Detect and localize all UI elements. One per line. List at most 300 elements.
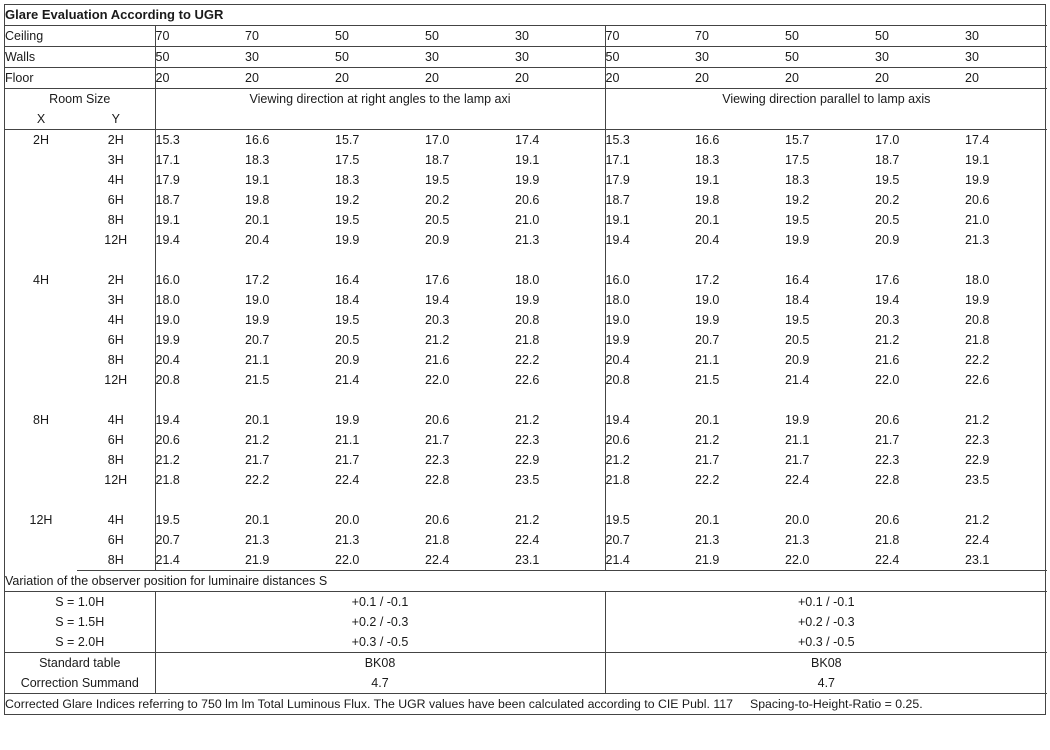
ugr-value: 20.1: [695, 413, 720, 427]
spacer-cell: [245, 109, 335, 130]
ugr-value: 22.3: [965, 433, 990, 447]
room-y-label: 4H: [77, 170, 155, 190]
room-x-label: [5, 190, 77, 210]
axis-header-row: [5, 109, 1047, 130]
ugr-value: 21.4: [155, 550, 245, 571]
room-y-label: 4H: [77, 310, 155, 330]
ugr-value: 21.4: [605, 550, 695, 571]
ugr-value: 21.1: [245, 353, 270, 367]
ugr-value: 22.4: [425, 550, 515, 571]
axis-y-label: Y: [77, 109, 155, 130]
floor-value: 20: [965, 68, 1047, 89]
ceiling-value: 70: [605, 26, 695, 47]
ugr-value: 21.2: [515, 410, 605, 430]
ugr-value: 20.9: [785, 353, 810, 367]
table-row: [5, 470, 1047, 490]
ugr-value: 20.7: [155, 533, 180, 547]
ugr-value: 21.2: [425, 333, 450, 347]
ugr-value: 22.4: [965, 533, 990, 547]
floor-value: 20: [425, 68, 515, 89]
walls-value: 30: [875, 47, 965, 68]
ugr-value: 20.4: [155, 353, 180, 367]
ugr-value: 21.8: [515, 330, 605, 350]
table-row: [5, 230, 1047, 250]
ugr-value: 22.0: [335, 550, 425, 571]
ceiling-value: 70: [245, 26, 335, 47]
ugr-value: 18.3: [695, 153, 720, 167]
spacer-cell: [335, 109, 425, 130]
room-x-label: 2H: [33, 133, 49, 147]
ugr-value: 22.0: [785, 550, 875, 571]
correction-summand-value-parallel: 4.7: [605, 673, 1047, 694]
ugr-value: 21.0: [965, 213, 990, 227]
ugr-value: 19.4: [155, 413, 180, 427]
ugr-value: 20.6: [425, 413, 450, 427]
spacer-cell: [785, 109, 875, 130]
spacer-cell: [695, 109, 785, 130]
ugr-value: 19.8: [695, 193, 720, 207]
floor-value: 20: [515, 68, 605, 89]
ugr-value: 18.7: [425, 153, 450, 167]
ugr-value: 17.1: [605, 153, 630, 167]
ugr-value: 20.5: [425, 213, 450, 227]
spacer-cell: [605, 109, 695, 130]
title-row: [5, 5, 1047, 26]
ugr-value: 21.7: [785, 453, 810, 467]
ugr-value: 17.0: [875, 133, 900, 147]
ugr-value: 19.5: [335, 313, 360, 327]
ugr-value: 18.3: [785, 173, 810, 187]
room-y-label: 8H: [77, 350, 155, 370]
ugr-value: 20.0: [785, 513, 810, 527]
ugr-value: 19.4: [875, 293, 900, 307]
correction-summand-row: [5, 673, 1047, 694]
ugr-value: 19.4: [605, 413, 630, 427]
ceiling-value: 50: [335, 26, 425, 47]
ugr-value: 15.3: [605, 133, 630, 147]
table-row: [5, 450, 1047, 470]
ugr-value: 19.9: [605, 333, 630, 347]
ugr-value: 18.3: [335, 173, 360, 187]
variation-row: [5, 612, 1047, 632]
ugr-value: 21.2: [515, 510, 605, 530]
ceiling-value: 50: [875, 26, 965, 47]
ugr-value: 21.3: [515, 230, 605, 250]
table-row: [5, 350, 1047, 370]
ugr-value: 21.3: [785, 533, 810, 547]
ugr-value: 20.1: [695, 213, 720, 227]
ugr-value: 18.4: [335, 293, 360, 307]
variation-label: S = 2.0H: [5, 632, 155, 653]
room-x-label: [5, 150, 77, 170]
row-label-ceiling: Ceiling: [5, 26, 155, 47]
ugr-value: 22.8: [875, 473, 900, 487]
viewing-direction-perpendicular-header: Viewing direction at right angles to the lamp axi: [155, 89, 605, 110]
walls-value: 30: [515, 47, 605, 68]
ugr-value: 21.8: [155, 473, 180, 487]
room-y-label: 8H: [77, 210, 155, 230]
ugr-value: 23.5: [965, 473, 990, 487]
ugr-value: 19.9: [965, 173, 990, 187]
group-spacer: [5, 250, 1047, 270]
floor-value: 20: [875, 68, 965, 89]
ugr-value: 20.2: [425, 193, 450, 207]
room-x-label: [5, 530, 77, 550]
room-x-label: [5, 210, 77, 230]
ugr-value: 20.9: [875, 233, 900, 247]
ugr-value: 19.5: [425, 173, 450, 187]
room-x-label: [5, 330, 77, 350]
row-label-floor: Floor: [5, 68, 155, 89]
standard-table-label: Standard table: [5, 653, 155, 674]
ugr-value: 22.3: [875, 453, 900, 467]
ugr-value: 19.5: [875, 173, 900, 187]
ugr-value: 21.7: [335, 453, 360, 467]
ugr-value: 16.6: [245, 133, 270, 147]
ugr-value: 15.7: [785, 133, 810, 147]
ugr-value: 20.4: [245, 233, 270, 247]
ugr-value: 20.7: [695, 333, 720, 347]
table-row: [5, 270, 1047, 290]
standard-table-value-parallel: BK08: [811, 656, 842, 670]
walls-value: 30: [245, 47, 335, 68]
table-row: [5, 310, 1047, 330]
ugr-value: 21.7: [875, 433, 900, 447]
ugr-value: 19.4: [155, 233, 180, 247]
ugr-value: 19.4: [425, 293, 450, 307]
ugr-value: 20.8: [155, 373, 180, 387]
variation-title-row: [5, 571, 1047, 592]
table-row: [5, 410, 1047, 430]
ugr-value: 18.7: [155, 193, 180, 207]
ugr-value: 21.2: [605, 453, 630, 467]
ugr-value: 19.0: [605, 313, 630, 327]
table-row: [5, 210, 1047, 230]
ugr-value: 17.6: [875, 273, 900, 287]
ugr-value: 19.5: [155, 513, 180, 527]
ugr-value: 20.6: [875, 513, 900, 527]
table-row: [5, 370, 1047, 390]
table-row: [5, 510, 1047, 530]
room-y-label: 12H: [77, 470, 155, 490]
ugr-value: 22.4: [515, 530, 605, 550]
ugr-value: 20.3: [875, 313, 900, 327]
walls-value: 50: [785, 47, 875, 68]
ugr-value: 20.6: [155, 433, 180, 447]
room-y-label: 2H: [77, 130, 155, 151]
ugr-value: 22.4: [335, 473, 360, 487]
room-x-label: [5, 450, 77, 470]
ugr-value: 21.2: [155, 453, 180, 467]
ugr-value: 19.1: [965, 153, 990, 167]
ugr-value: 21.2: [875, 333, 900, 347]
ugr-value: 20.6: [875, 413, 900, 427]
walls-value: 50: [155, 47, 245, 68]
room-y-label: 12H: [77, 230, 155, 250]
ugr-value: 21.7: [695, 453, 720, 467]
ugr-value: 20.0: [335, 513, 360, 527]
ugr-value: 20.1: [245, 413, 270, 427]
variation-row: [5, 632, 1047, 653]
ceiling-value: 50: [425, 26, 515, 47]
correction-summand-value-perpendicular: 4.7: [155, 673, 605, 694]
room-x-label: [5, 310, 77, 330]
ugr-value: 15.3: [155, 133, 180, 147]
ugr-value: 16.4: [785, 273, 810, 287]
table-row: [5, 550, 1047, 571]
ugr-value: 21.3: [695, 533, 720, 547]
ugr-value: 17.9: [605, 173, 630, 187]
ugr-value: 19.2: [335, 193, 360, 207]
room-x-label: [5, 470, 77, 490]
ugr-value: 22.2: [965, 353, 990, 367]
spacer-cell: [515, 109, 605, 130]
axis-x-label: X: [5, 109, 77, 130]
ugr-value: 21.8: [875, 533, 900, 547]
ugr-value: 20.2: [875, 193, 900, 207]
room-y-label: 2H: [77, 270, 155, 290]
ugr-value: 22.2: [245, 473, 270, 487]
ugr-value: 16.6: [695, 133, 720, 147]
ugr-value: 20.6: [965, 193, 990, 207]
variation-value-parallel: +0.3 / -0.5: [605, 632, 1047, 653]
ugr-value: 20.4: [695, 233, 720, 247]
variation-value-parallel: +0.2 / -0.3: [798, 615, 855, 629]
floor-value: 20: [245, 68, 335, 89]
ugr-table: [5, 5, 1047, 714]
floor-value: 20: [335, 68, 425, 89]
walls-value: 50: [605, 47, 695, 68]
table-row: [5, 170, 1047, 190]
ceiling-value: 70: [695, 26, 785, 47]
table-row: [5, 130, 1047, 151]
ugr-value: 22.6: [965, 373, 990, 387]
spacer-cell: [965, 109, 1047, 130]
ceiling-value: 50: [785, 26, 875, 47]
ugr-value: 22.4: [875, 550, 965, 571]
ugr-value: 19.1: [245, 173, 270, 187]
room-y-label: 4H: [77, 410, 155, 430]
ugr-value: 21.7: [245, 453, 270, 467]
ugr-value: 15.7: [335, 133, 360, 147]
walls-value: 50: [335, 47, 425, 68]
table-row: [5, 530, 1047, 550]
ugr-table-frame: [4, 4, 1046, 715]
ugr-value: 17.6: [425, 273, 450, 287]
variation-label: S = 1.0H: [5, 592, 155, 613]
ugr-value: 20.7: [245, 333, 270, 347]
ugr-value: 18.0: [515, 270, 605, 290]
ugr-value: 20.5: [335, 333, 360, 347]
ugr-value: 19.9: [965, 293, 990, 307]
floor-value: 20: [605, 68, 695, 89]
ugr-value: 19.4: [605, 233, 630, 247]
ugr-value: 21.1: [335, 433, 360, 447]
ugr-value: 19.9: [335, 413, 360, 427]
variation-title: Variation of the observer position for luminaire distances S: [5, 571, 1047, 592]
ugr-value: 19.0: [245, 293, 270, 307]
standard-table-value-perpendicular: BK08: [155, 653, 605, 674]
ugr-value: 23.1: [965, 550, 1047, 571]
ugr-value: 21.2: [965, 513, 990, 527]
ugr-value: 21.3: [245, 533, 270, 547]
room-y-label: 6H: [77, 430, 155, 450]
ugr-value: 19.9: [515, 290, 605, 310]
ugr-value: 20.1: [245, 513, 270, 527]
ugr-value: 20.8: [965, 313, 990, 327]
ugr-value: 21.5: [695, 373, 720, 387]
variation-value-perpendicular: +0.1 / -0.1: [155, 592, 605, 613]
ugr-value: 17.2: [695, 273, 720, 287]
ugr-value: 21.8: [965, 333, 990, 347]
ugr-value: 19.8: [245, 193, 270, 207]
ugr-value: 18.0: [605, 293, 630, 307]
spacer-cell: [155, 109, 245, 130]
ugr-value: 20.8: [605, 373, 630, 387]
room-x-label: [5, 370, 77, 390]
room-y-label: 4H: [77, 510, 155, 530]
ugr-value: 20.6: [605, 433, 630, 447]
ugr-value: 21.2: [245, 433, 270, 447]
reflectance-row-floor: [5, 68, 1047, 89]
ugr-value: 20.9: [425, 233, 450, 247]
room-y-label: 8H: [77, 550, 155, 571]
ugr-value: 23.5: [515, 470, 605, 490]
ceiling-value: 30: [515, 26, 605, 47]
ugr-value: 17.2: [245, 273, 270, 287]
walls-value: 30: [965, 47, 1047, 68]
ugr-value: 23.1: [515, 550, 605, 571]
walls-value: 30: [425, 47, 515, 68]
ugr-value: 17.5: [335, 153, 360, 167]
room-y-label: 8H: [77, 450, 155, 470]
ugr-value: 19.9: [695, 313, 720, 327]
ugr-value: 22.6: [515, 370, 605, 390]
room-x-label: [5, 170, 77, 190]
ugr-value: 20.3: [425, 313, 450, 327]
ugr-value: 19.9: [785, 413, 810, 427]
floor-value: 20: [155, 68, 245, 89]
ugr-value: 19.0: [155, 313, 180, 327]
ugr-value: 19.9: [335, 233, 360, 247]
room-x-label: [5, 350, 77, 370]
ugr-value: 22.9: [515, 450, 605, 470]
ugr-value: 18.0: [965, 273, 990, 287]
ugr-value: 19.5: [785, 313, 810, 327]
room-x-label: [5, 290, 77, 310]
reflectance-row-ceiling: [5, 26, 1047, 47]
ugr-value: 19.1: [155, 213, 180, 227]
ugr-value: 20.8: [515, 310, 605, 330]
ugr-value: 20.6: [515, 190, 605, 210]
ugr-value: 19.2: [785, 193, 810, 207]
ugr-value: 22.4: [785, 473, 810, 487]
page-title: Glare Evaluation According to UGR: [5, 5, 1047, 26]
ugr-value: 20.1: [245, 213, 270, 227]
ugr-value: 19.5: [605, 513, 630, 527]
ugr-value: 20.7: [605, 533, 630, 547]
ugr-value: 22.9: [965, 453, 990, 467]
room-x-label: 8H: [33, 413, 49, 427]
ugr-value: 22.3: [515, 430, 605, 450]
ugr-value: 20.1: [695, 513, 720, 527]
ugr-value: 21.9: [245, 550, 335, 571]
ugr-value: 18.3: [245, 153, 270, 167]
variation-label: S = 1.5H: [5, 612, 155, 632]
ugr-value: 18.7: [605, 193, 630, 207]
ugr-value: 17.1: [155, 153, 180, 167]
room-x-label: [5, 230, 77, 250]
ugr-value: 20.4: [605, 353, 630, 367]
ugr-value: 21.8: [425, 533, 450, 547]
ugr-value: 22.0: [425, 373, 450, 387]
ugr-value: 19.9: [785, 233, 810, 247]
ugr-value: 21.3: [965, 233, 990, 247]
ugr-value: 21.9: [695, 550, 785, 571]
ugr-value: 18.0: [155, 293, 180, 307]
ugr-value: 22.0: [875, 373, 900, 387]
ugr-value: 16.4: [335, 273, 360, 287]
ugr-value: 19.9: [245, 313, 270, 327]
room-y-label: 3H: [77, 290, 155, 310]
footer-row: [5, 694, 1047, 715]
ceiling-value: 70: [155, 26, 245, 47]
ugr-value: 19.9: [515, 170, 605, 190]
row-label-walls: Walls: [5, 47, 155, 68]
ugr-value: 21.2: [965, 413, 990, 427]
table-row: [5, 430, 1047, 450]
group-spacer: [5, 390, 1047, 410]
ugr-value: 21.4: [785, 373, 810, 387]
group-header-row: [5, 89, 1047, 110]
room-size-header: Room Size: [5, 89, 155, 110]
correction-summand-label: Correction Summand: [5, 673, 155, 694]
variation-value-parallel: +0.1 / -0.1: [798, 595, 855, 609]
room-y-label: 6H: [77, 330, 155, 350]
ugr-value: 17.5: [785, 153, 810, 167]
ugr-value: 22.2: [515, 350, 605, 370]
ugr-value: 21.1: [785, 433, 810, 447]
ugr-value: 21.7: [425, 433, 450, 447]
room-x-label: 4H: [33, 273, 49, 287]
variation-row: [5, 592, 1047, 613]
variation-value-perpendicular: +0.2 / -0.3: [155, 612, 605, 632]
ugr-value: 18.7: [875, 153, 900, 167]
ugr-value: 19.1: [695, 173, 720, 187]
room-y-label: 12H: [77, 370, 155, 390]
ugr-value: 20.9: [335, 353, 360, 367]
ugr-value: 21.8: [605, 473, 630, 487]
ugr-value: 17.0: [425, 133, 450, 147]
ugr-value: 19.5: [785, 213, 810, 227]
ugr-value: 22.2: [695, 473, 720, 487]
ugr-value: 19.1: [605, 213, 630, 227]
ugr-value: 21.6: [875, 353, 900, 367]
ugr-value: 21.5: [245, 373, 270, 387]
ugr-value: 20.5: [875, 213, 900, 227]
ugr-value: 18.4: [785, 293, 810, 307]
reflectance-row-walls: [5, 47, 1047, 68]
ugr-value: 20.6: [425, 513, 450, 527]
ugr-value: 21.2: [695, 433, 720, 447]
walls-value: 30: [695, 47, 785, 68]
spacer-cell: [425, 109, 515, 130]
ceiling-value: 30: [965, 26, 1047, 47]
spacer-cell: [875, 109, 965, 130]
room-x-label: [5, 430, 77, 450]
ugr-value: 17.4: [965, 133, 990, 147]
ugr-value: 21.3: [335, 533, 360, 547]
